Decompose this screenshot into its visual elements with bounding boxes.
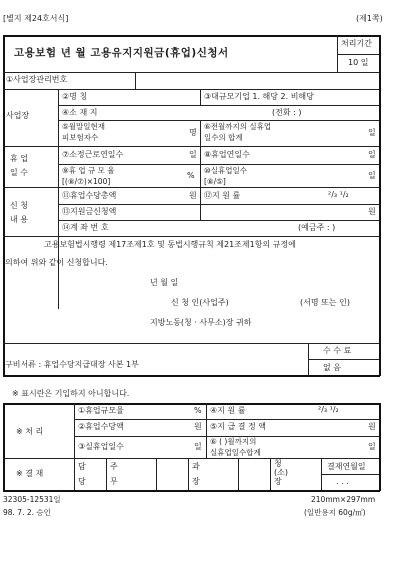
office-scale-unit: % (194, 406, 202, 415)
office-cumulative-label: ⑥ ( )월까지의 실휴업일수합계 (210, 437, 261, 457)
processing-period-label: 처리기간 (341, 39, 372, 48)
workplace-number-label: ①사업장관리번호 (6, 75, 68, 84)
account-number-label: ⑭계 좌 번 호 (62, 223, 109, 232)
phone-label: (전화 : ) (272, 108, 302, 117)
form-code: 32305-12531일 (3, 495, 61, 504)
account-holder-label: (예금주 : ) (298, 223, 336, 232)
date-line: 년 월 일 (150, 278, 179, 287)
paper-size: 210mm×297mm (311, 495, 376, 504)
prev-days-unit: 일 (368, 128, 376, 137)
signature-label: (서명 또는 인) (300, 298, 350, 307)
scheduled-days-label: ⑦소정근로연일수 (62, 150, 124, 159)
recipient-label: 지방노동(청 · 사무소)장 귀하 (150, 318, 252, 327)
fee-value: 없 음 (323, 363, 341, 372)
office-actual-days-label: ③실휴업일수 (78, 442, 124, 451)
address-label: ④소 재 지 (62, 108, 98, 117)
insured-count-unit: 명 (189, 128, 197, 137)
approval-date-value: . . . (336, 477, 349, 486)
scheduled-days-unit: 일 (189, 150, 197, 159)
office-allowance-label: ②휴업수당액 (78, 422, 124, 431)
office-payment-label: ⑤지 급 결 정 액 (210, 422, 266, 431)
approval-label: ※ 결 재 (16, 469, 44, 478)
office-cumulative-unit: 일 (368, 442, 376, 451)
closure-days-label: ⑧휴업연일수 (204, 150, 250, 159)
processing-period-value: 10 일 (348, 58, 369, 67)
role-manager: 주 무 (110, 462, 118, 486)
support-rate-value: ²/₃ ¹/₂ (328, 190, 349, 199)
applicant-label: 신 청 인(사업주) (171, 298, 229, 307)
actual-days-unit: 일 (368, 171, 376, 180)
processing-group-label: ※ 처 리 (16, 427, 44, 436)
support-rate-label: ⑫지 원 률 (204, 191, 241, 200)
approval-date-label: 결재연월일 (327, 462, 366, 471)
allowance-total-unit: 원 (189, 191, 197, 200)
form-title: 고용보험 년 월 고용유지지원금(휴업)신청서 (14, 47, 229, 59)
approval-date-note: 98. 7. 2. 승인 (3, 508, 51, 517)
required-documents: 구비서류 : 휴업수당지급대장 사본 1부 (5, 360, 139, 369)
request-group-label: 신 청 내 용 (10, 201, 28, 224)
role-staff: 담 당 (78, 462, 86, 486)
closure-days-unit: 일 (368, 150, 376, 159)
support-amount-unit: 원 (368, 207, 376, 216)
office-support-rate-value: ²/₃ ¹/₂ (318, 405, 339, 414)
allowance-total-label: ⑪휴업수당총액 (62, 191, 117, 200)
office-support-rate-label: ④지 원 률 (210, 406, 246, 415)
large-company-label: ③대규모기업 1. 해당 2. 비해당 (204, 92, 314, 101)
company-name-label: ②명 칭 (62, 92, 88, 101)
closure-group-label: 휴 업 일 수 (10, 154, 28, 177)
role-office-head: 청 (소) 장 (274, 459, 288, 486)
insured-count-label: ⑤월말일현재 피보험자수 (62, 122, 105, 142)
fee-label: 수 수 료 (323, 346, 352, 355)
office-note: ※ 표시란은 기입하지 아니합니다. (12, 389, 130, 398)
paper-type: (일반용지 60g/㎡) (304, 508, 366, 517)
role-section-chief: 과 장 (192, 462, 200, 486)
closure-scale-label: ⑨휴 업 규 모 율 [(⑧/⑦)×100] (62, 166, 115, 186)
office-payment-unit: 원 (368, 422, 376, 431)
page-side: (제1쪽) (356, 14, 383, 23)
declaration-text-1: 고용보험법시행령 제17조제1호 및 동법시행규칙 제21조제1항의 규정에 (44, 240, 296, 249)
office-scale-label: ①휴업규모율 (78, 406, 124, 415)
form-number: [별지 제24호서식] (3, 14, 69, 23)
support-amount-label: ⑬지원금신청액 (62, 207, 117, 216)
actual-days-label: ⑩실휴업일수 [⑧/⑤] (204, 166, 247, 186)
workplace-group: 사업장 (6, 111, 30, 120)
office-actual-days-unit: 일 (194, 442, 202, 451)
declaration-text-2: 의하여 위와 같이 신청합니다. (5, 258, 108, 267)
office-allowance-unit: 원 (194, 422, 202, 431)
prev-days-label: ⑥전월까지의 실휴업 일수의 합계 (204, 122, 272, 142)
closure-scale-unit: % (187, 171, 195, 180)
